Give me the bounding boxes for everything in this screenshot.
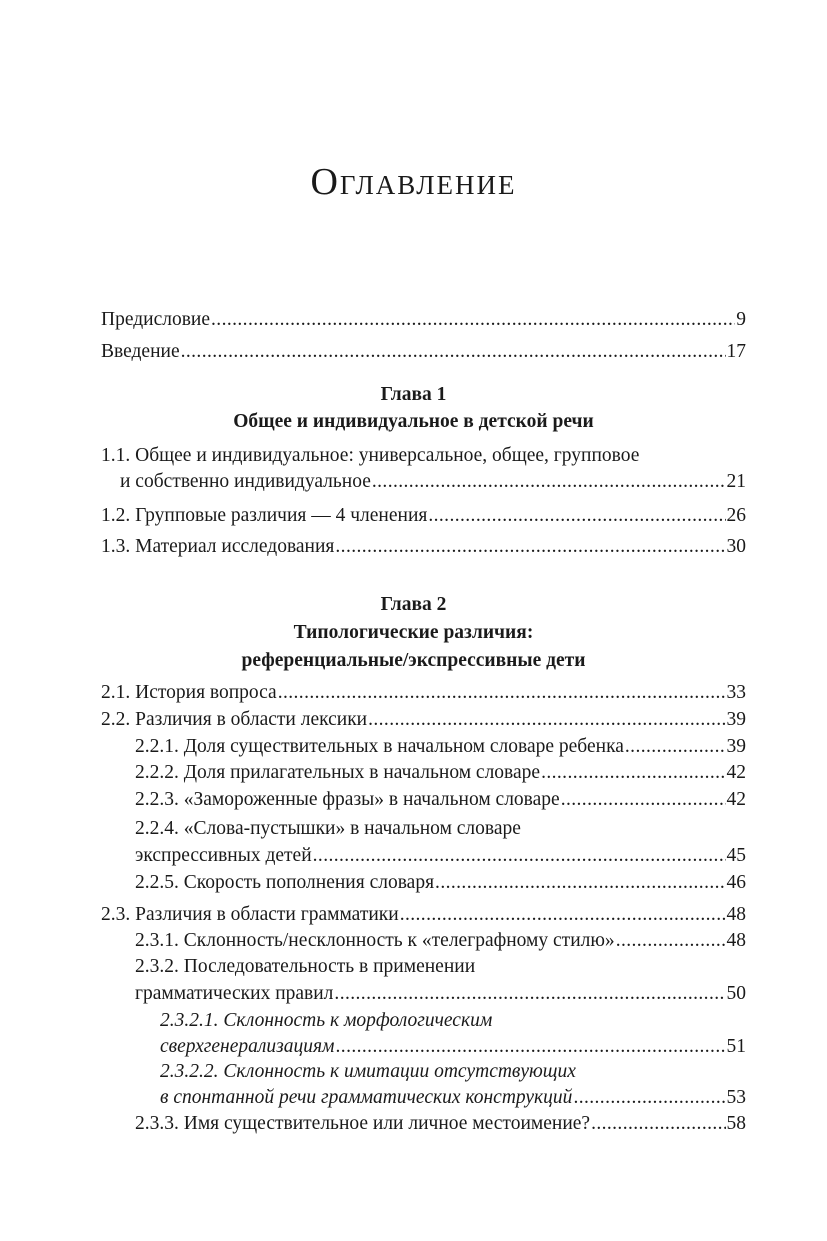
dot-leader bbox=[278, 680, 726, 706]
dot-leader bbox=[335, 534, 725, 560]
chapter-number: Глава 2 bbox=[380, 594, 447, 615]
entry-label: 2.3.2.2. Склонность к имитации отсутствующих bbox=[160, 1061, 576, 1082]
toc-entry-line1[interactable] bbox=[135, 816, 746, 842]
toc-entry[interactable] bbox=[135, 1111, 746, 1137]
entry-page: 33 bbox=[726, 682, 746, 703]
toc-entry-line1[interactable] bbox=[101, 443, 746, 469]
toc-entry[interactable] bbox=[135, 787, 746, 813]
toc-entry[interactable] bbox=[135, 981, 746, 1007]
entry-label: 2.3.3. Имя существительное или личное местоимение? bbox=[135, 1113, 591, 1134]
entry-page: 39 bbox=[726, 709, 746, 730]
toc-entry[interactable] bbox=[101, 707, 746, 733]
dot-leader bbox=[541, 760, 725, 786]
dot-leader bbox=[368, 707, 725, 733]
entry-label: 2.3.2.1. Склонность к морфологическим bbox=[160, 1010, 493, 1031]
toc-entry[interactable] bbox=[135, 734, 746, 760]
entry-label: Предисловие bbox=[101, 309, 211, 330]
toc-entry[interactable] bbox=[101, 902, 746, 928]
toc-entry[interactable] bbox=[120, 469, 746, 495]
entry-label: 2.2.2. Доля прилагательных в начальном словаре bbox=[135, 762, 541, 783]
entry-page: 30 bbox=[726, 536, 746, 557]
dot-leader bbox=[181, 339, 726, 365]
entry-label: 2.2.3. «Замороженные фразы» в начальном словаре bbox=[135, 789, 560, 810]
dot-leader bbox=[336, 1034, 726, 1060]
toc-entry[interactable] bbox=[101, 534, 746, 560]
dot-leader bbox=[573, 1085, 725, 1111]
entry-label: 1.2. Групповые различия — 4 членения bbox=[101, 505, 428, 526]
page-title: Оглавление bbox=[310, 161, 517, 203]
toc-entry-line1[interactable] bbox=[160, 1008, 746, 1034]
entry-label: 2.1. История вопроса bbox=[101, 682, 277, 703]
dot-leader bbox=[428, 503, 725, 529]
dot-leader bbox=[591, 1111, 725, 1137]
entry-label: в спонтанной речи грамматических конструкций bbox=[160, 1087, 573, 1108]
chapter-title: референциальные/экспрессивные дети bbox=[241, 650, 586, 671]
dot-leader bbox=[561, 787, 726, 813]
chapter-title: Типологические различия: bbox=[293, 622, 534, 643]
toc-entry[interactable] bbox=[135, 760, 746, 786]
toc-entry[interactable] bbox=[160, 1034, 746, 1060]
entry-label: Введение bbox=[101, 341, 180, 362]
entry-page: 48 bbox=[726, 904, 746, 925]
chapter-title: Общее и индивидуальное в детской речи bbox=[233, 411, 594, 432]
entry-page: 17 bbox=[726, 341, 746, 362]
entry-page: 42 bbox=[726, 762, 746, 783]
entry-label: грамматических правил bbox=[135, 983, 334, 1004]
entry-page: 53 bbox=[726, 1087, 746, 1108]
entry-page: 48 bbox=[726, 930, 746, 951]
dot-leader bbox=[400, 902, 726, 928]
entry-label: 2.2.1. Доля существительных в начальном словаре ребенка bbox=[135, 736, 624, 757]
entry-page: 51 bbox=[726, 1036, 746, 1057]
entry-label: и собственно индивидуальное bbox=[120, 471, 371, 492]
entry-page: 42 bbox=[726, 789, 746, 810]
dot-leader bbox=[435, 870, 725, 896]
entry-page: 39 bbox=[726, 736, 746, 757]
toc-entry-line1[interactable] bbox=[160, 1059, 746, 1085]
entry-page: 46 bbox=[726, 872, 746, 893]
entry-label: 2.3.1. Склонность/несклонность к «телеграфному стилю» bbox=[135, 930, 615, 951]
dot-leader bbox=[616, 928, 726, 954]
toc-entry[interactable] bbox=[135, 870, 746, 896]
entry-label: 1.1. Общее и индивидуальное: универсальное, общее, групповое bbox=[101, 445, 640, 466]
dot-leader bbox=[211, 307, 735, 333]
entry-page: 45 bbox=[726, 845, 746, 866]
dot-leader bbox=[625, 734, 726, 760]
entry-label: экспрессивных детей bbox=[135, 845, 312, 866]
toc-entry[interactable] bbox=[101, 339, 746, 365]
toc-entry[interactable] bbox=[101, 680, 746, 706]
dot-leader bbox=[334, 981, 725, 1007]
entry-page: 9 bbox=[736, 309, 746, 330]
entry-page: 50 bbox=[726, 983, 746, 1004]
chapter-number: Глава 1 bbox=[380, 384, 447, 405]
entry-label: 2.2.4. «Слова-пустышки» в начальном словаре bbox=[135, 818, 521, 839]
entry-page: 58 bbox=[726, 1113, 746, 1134]
entry-page: 21 bbox=[726, 471, 746, 492]
entry-label: 2.2.5. Скорость пополнения словаря bbox=[135, 872, 435, 893]
entry-label: 2.2. Различия в области лексики bbox=[101, 709, 368, 730]
entry-label: 1.3. Материал исследования bbox=[101, 536, 335, 557]
entry-page: 26 bbox=[726, 505, 746, 526]
entry-label: 2.3.2. Последовательность в применении bbox=[135, 956, 476, 977]
toc-entry[interactable] bbox=[135, 843, 746, 869]
toc-entry[interactable] bbox=[135, 928, 746, 954]
toc-entry-line1[interactable] bbox=[135, 954, 746, 980]
toc-entry[interactable] bbox=[101, 307, 746, 333]
dot-leader bbox=[313, 843, 726, 869]
entry-label: сверхгенерализациям bbox=[160, 1036, 335, 1057]
dot-leader bbox=[372, 469, 726, 495]
toc-entry[interactable] bbox=[101, 503, 746, 529]
toc-entry[interactable] bbox=[160, 1085, 746, 1111]
entry-label: 2.3. Различия в области грамматики bbox=[101, 904, 399, 925]
